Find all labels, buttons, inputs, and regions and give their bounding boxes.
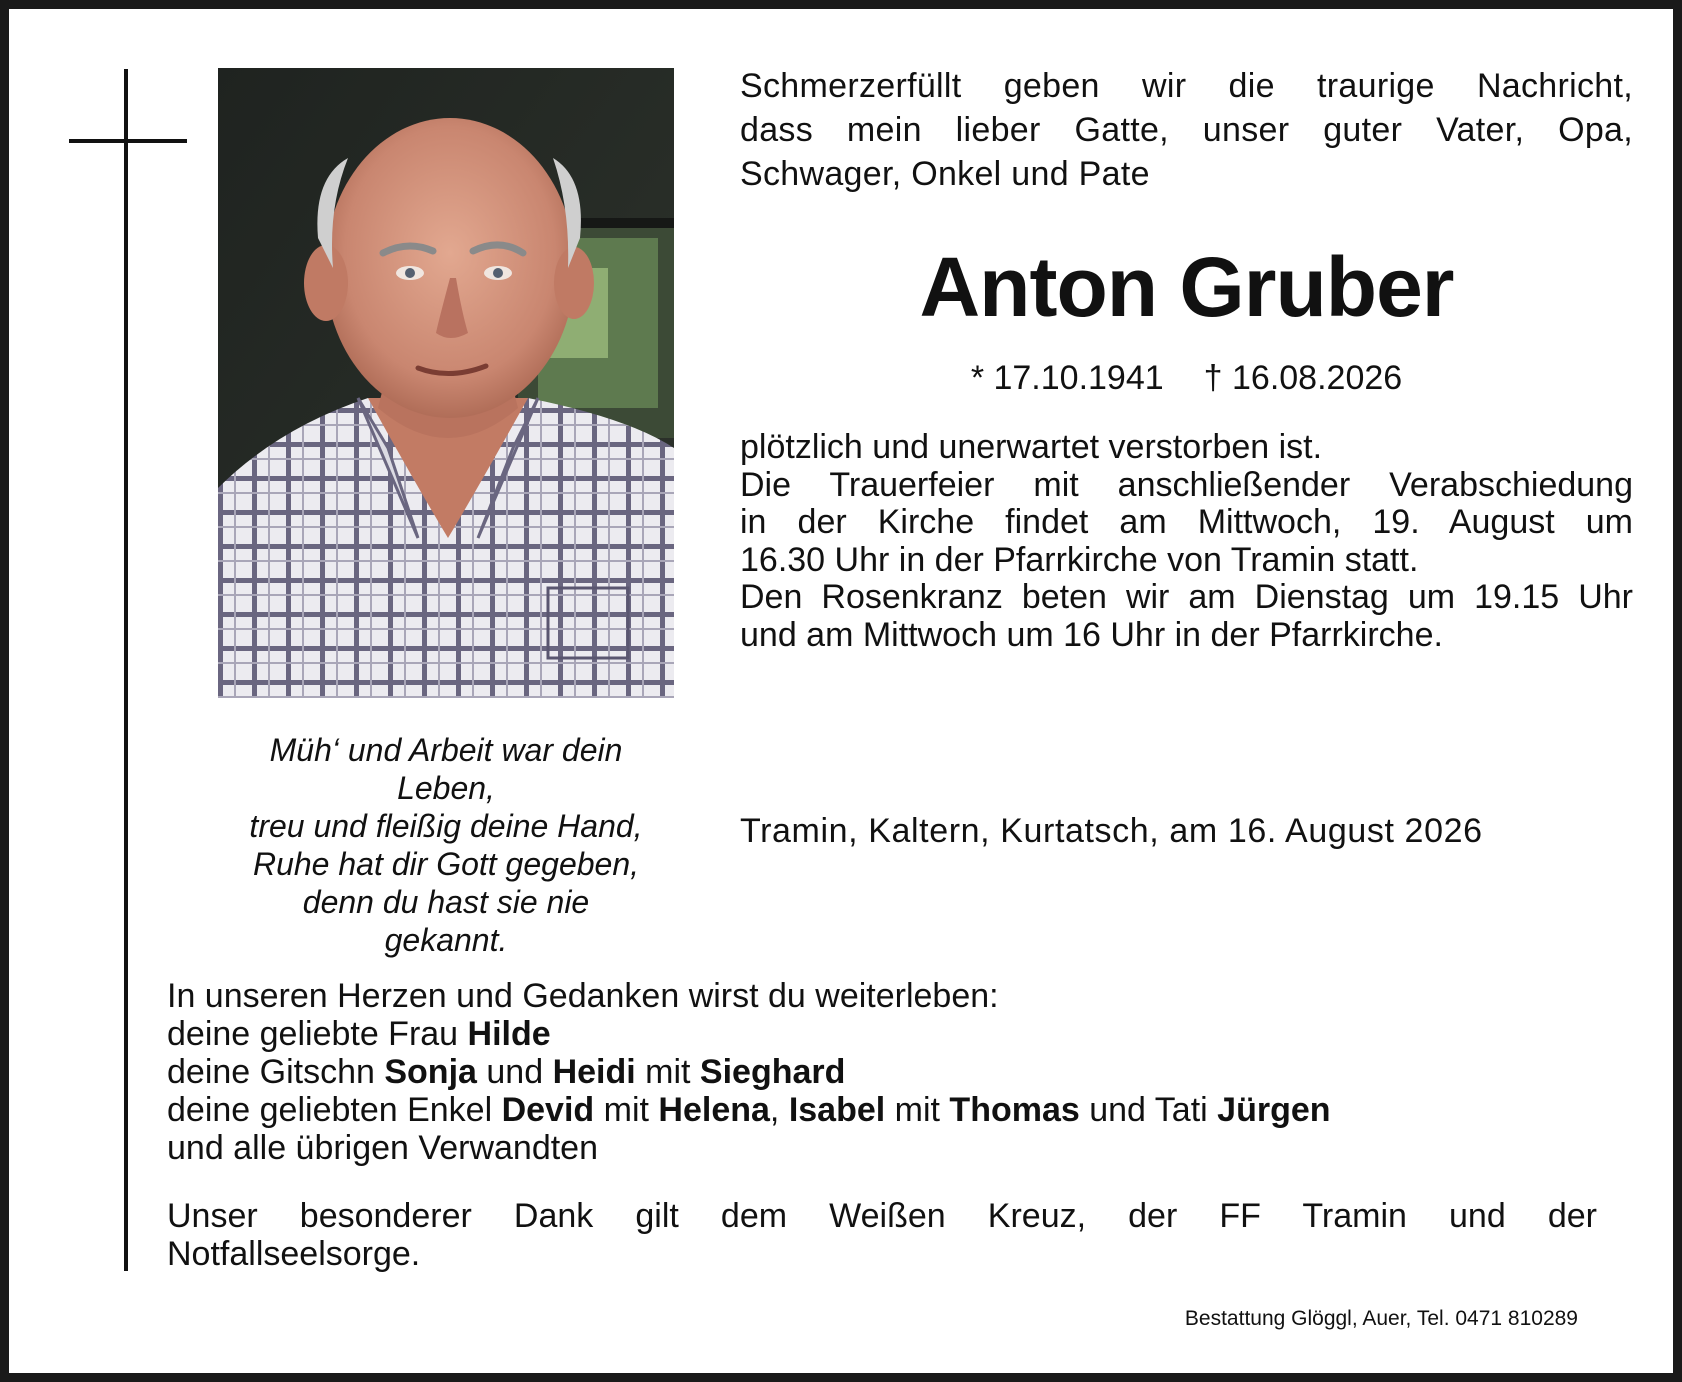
survivor-relatives-row: und alle übrigen Verwandten [167, 1129, 598, 1167]
relation-label: deine geliebte Frau [167, 1015, 468, 1053]
connector-text: und Tati [1079, 1091, 1218, 1129]
announcement-text [740, 429, 1633, 654]
announcement-line: in der Kirche findet am Mittwoch, 19. August um [740, 503, 1633, 541]
poem-line: Ruhe hat dir Gott gegeben, [252, 846, 640, 882]
announcement-line: plötzlich und unerwartet verstorben ist. [740, 428, 1323, 466]
survivor-daughters-row [167, 1053, 1607, 1091]
cross-horizontal-bar [69, 139, 187, 143]
cross-vertical-bar [124, 69, 128, 1271]
funeral-home-footer: Bestattung Glöggl, Auer, Tel. 0471 810289 [1184, 1307, 1578, 1330]
survivors-intro: In unseren Herzen und Gedanken wirst du weiterleben: [167, 977, 999, 1015]
portrait-photo [218, 68, 674, 698]
survivor-wife-row [167, 1015, 1607, 1053]
survivor-name: Isabel [788, 1091, 886, 1129]
announcement-line: und am Mittwoch um 16 Uhr in der Pfarrkirche. [740, 615, 1443, 654]
announcement-line: Die Trauerfeier mit anschließender Verabschiedung [740, 465, 1633, 504]
memorial-poem [199, 731, 693, 959]
announcement-line: 16.30 Uhr in der Pfarrkirche von Tramin statt. [740, 540, 1419, 579]
connector-text: mit [885, 1091, 950, 1129]
deceased-name: Anton Gruber [919, 240, 1454, 334]
thanks-line: Notfallseelsorge. [167, 1235, 421, 1273]
thanks-text [167, 1197, 1597, 1273]
intro-text [740, 64, 1633, 196]
intro-line: Schwager, Onkel und Pate [740, 155, 1150, 193]
relation-label: deine Gitschn [167, 1053, 385, 1091]
life-dates [740, 356, 1633, 400]
connector-text: mit [594, 1091, 659, 1129]
survivor-grandchildren-row [167, 1091, 1607, 1129]
death-date: † 16.08.2026 [1203, 359, 1403, 397]
poem-line: denn du hast sie nie [302, 884, 590, 920]
poem-line: treu und fleißig deine Hand, [249, 808, 643, 844]
survivors-list [167, 977, 1607, 1167]
intro-line: Schmerzerfüllt geben wir die traurige Nachricht, [740, 67, 1633, 105]
intro-line: dass mein lieber Gatte, unser guter Vater, Opa, [740, 111, 1633, 149]
survivor-name: Sonja [384, 1053, 477, 1091]
survivor-name: Heidi [552, 1053, 636, 1091]
survivor-name: Sieghard [699, 1053, 846, 1091]
connector-text: mit [635, 1053, 700, 1091]
survivor-name: Devid [501, 1091, 595, 1129]
relation-label: deine geliebten Enkel [167, 1091, 502, 1129]
thanks-line: Unser besonderer Dank gilt dem Weißen Kreuz, der FF Tramin und der [167, 1197, 1597, 1235]
announcement-line: Den Rosenkranz beten wir am Dienstag um 19.15 Uhr [740, 578, 1633, 616]
survivor-name: Jürgen [1217, 1091, 1331, 1129]
poem-line: Müh‘ und Arbeit war dein [269, 732, 623, 768]
survivor-name: Helena [658, 1091, 770, 1129]
connector-text: und [476, 1053, 553, 1091]
survivor-name: Hilde [467, 1015, 551, 1053]
survivor-name: Thomas [949, 1091, 1080, 1129]
poem-line: gekannt. [384, 922, 508, 958]
poem-line: Leben, [397, 770, 495, 806]
place-and-date: Tramin, Kaltern, Kurtatsch, am 16. August 2026 [740, 812, 1483, 850]
birth-date: * 17.10.1941 [970, 359, 1164, 397]
connector-text: , [769, 1091, 789, 1129]
